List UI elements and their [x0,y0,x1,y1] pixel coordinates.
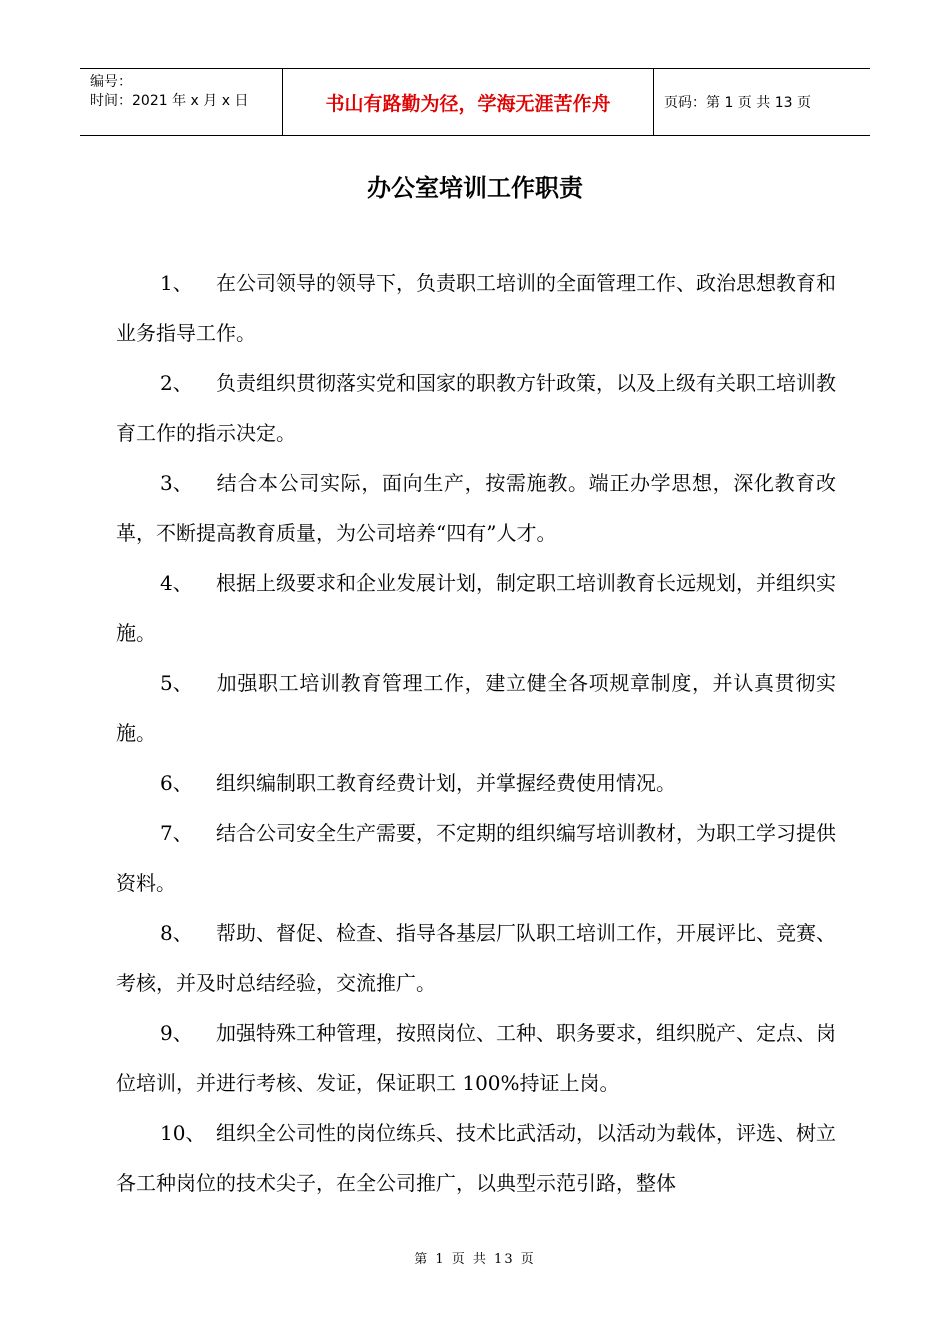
page-footer: 第 1 页 共 13 页 [414,1252,536,1267]
list-item [116,358,836,458]
item-text: 组织全公司性的岗位练兵、技术比武活动，以活动为载体，评选、树立各工种岗位的技术尖子，在全公司推广，以典型示范引路，整体 [116,1121,836,1195]
item-number: 5、 [160,671,193,695]
item-number: 4、 [160,571,193,595]
list-item [116,558,836,658]
header-meta [80,69,282,135]
item-text: 结合公司安全生产需要，不定期的组织编写培训教材，为职工学习提供资料。 [116,821,836,895]
list-item [116,458,836,558]
document-body [116,258,836,1208]
item-number: 8、 [160,921,193,945]
number-label: 编号： [90,74,132,90]
item-number: 10、 [160,1121,206,1145]
header-page-info: 页码：第 1 页 共 13 页 [664,95,811,111]
list-item [116,658,836,758]
item-number: 3、 [160,471,193,495]
item-text: 在公司领导的领导下，负责职工培训的全面管理工作、政治思想教育和业务指导工作。 [116,271,836,345]
item-text: 负责组织贯彻落实党和国家的职教方针政策，以及上级有关职工培训教育工作的指示决定。 [116,371,836,445]
item-number: 7、 [160,821,193,845]
item-number: 1、 [160,271,193,295]
item-number: 6、 [160,771,193,795]
item-text: 结合本公司实际，面向生产，按需施教。端正办学思想，深化教育改革，不断提高教育质量，为公司培养“四有”人才。 [116,471,836,545]
page-header [80,68,870,136]
item-text: 加强特殊工种管理，按照岗位、工种、职务要求，组织脱产、定点、岗位培训，并进行考核、发证，保证职工 100%持证上岗。 [116,1021,836,1095]
list-item [116,258,836,358]
time-label: 时间：2021 年 x 月 x 日 [90,93,249,109]
item-text: 组织编制职工教育经费计划，并掌握经费使用情况。 [216,771,676,795]
list-item [116,808,836,908]
header-motto: 书山有路勤为径，学海无涯苦作舟 [282,69,654,135]
item-number: 9、 [160,1021,193,1045]
item-text: 帮助、督促、检查、指导各基层厂队职工培训工作，开展评比、竞赛、考核，并及时总结经验，交流推广。 [116,921,836,995]
document-title: 办公室培训工作职责 [367,174,583,202]
list-item [116,758,836,808]
list-item [116,908,836,1008]
list-item [116,1008,836,1108]
item-number: 2、 [160,371,193,395]
item-text: 根据上级要求和企业发展计划，制定职工培训教育长远规划，并组织实施。 [116,571,836,645]
item-text: 加强职工培训教育管理工作，建立健全各项规章制度，并认真贯彻实施。 [116,671,836,745]
list-item [116,1108,836,1208]
